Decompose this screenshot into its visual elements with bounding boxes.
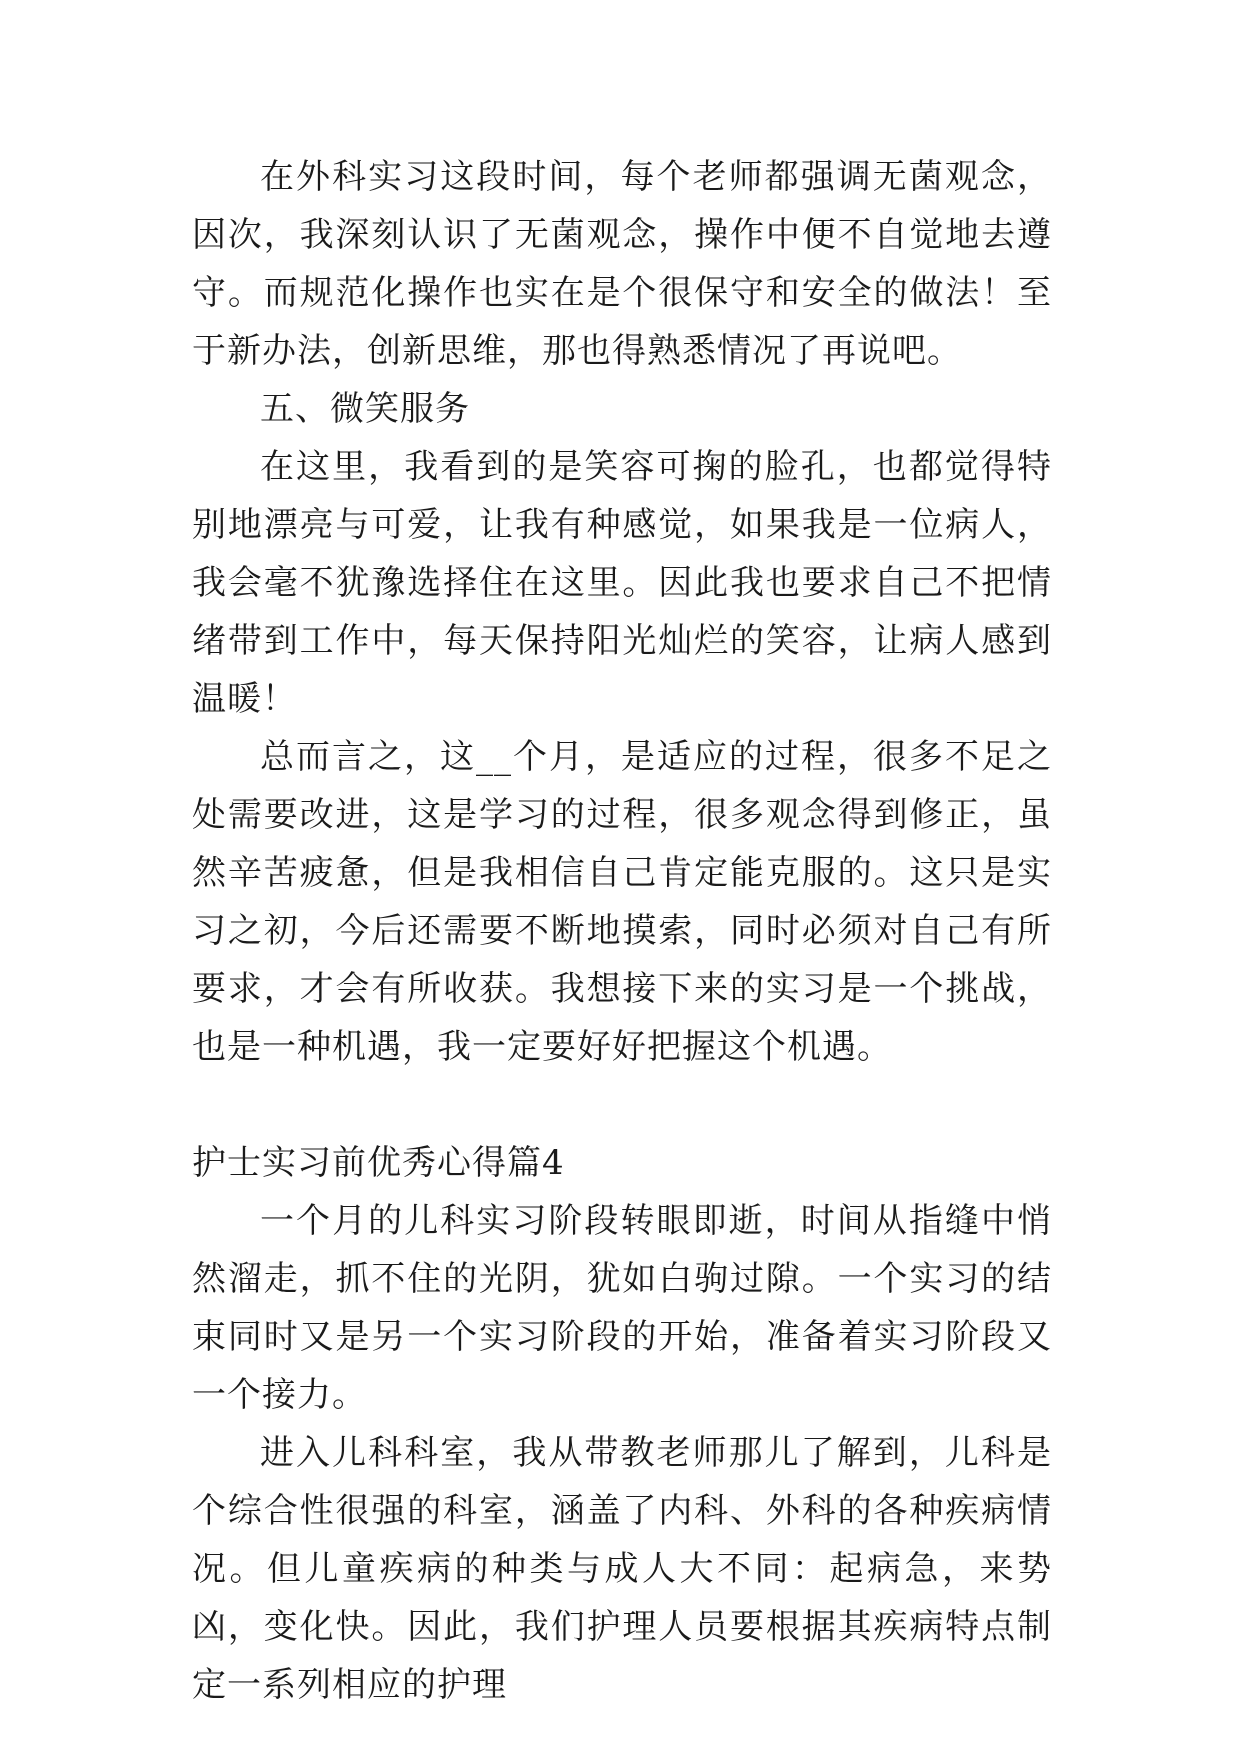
section-title: 护士实习前优秀心得篇4 <box>192 1143 565 1183</box>
paragraph-summary: 总而言之，这__个月，是适应的过程，很多不足之处需要改进，这是学习的过程，很多观念得到修正，虽然辛苦疲惫，但是我相信自己肯定能克服的。这只是实习之初，今后还需要不断地摸索，同时必须对自己有所要求，才会有所收获。我想接下来的实习是一个挑战，也是一种机遇，我一定要好好把握这个机遇。 <box>192 737 1052 1067</box>
document-page <box>192 148 1052 1714</box>
paragraph-pediatrics-department: 进入儿科科室，我从带教老师那儿了解到，儿科是个综合性很强的科室，涵盖了内科、外科的各种疾病情况。但儿童疾病的种类与成人大不同：起病急，来势凶，变化快。因此，我们护理人员要根据其疾病特点制定一系列相应的护理 <box>192 1433 1052 1705</box>
paragraph-smile-service: 在这里，我看到的是笑容可掬的脸孔，也都觉得特别地漂亮与可爱，让我有种感觉，如果我是一位病人，我会毫不犹豫选择住在这里。因此我也要求自己不把情绪带到工作中，每天保持阳光灿烂的笑容，让病人感到温暖！ <box>192 447 1052 719</box>
heading-smile-service: 五、微笑服务 <box>260 389 470 429</box>
paragraph-aseptic-concept: 在外科实习这段时间，每个老师都强调无菌观念，因次，我深刻认识了无菌观念，操作中便不自觉地去遵守。而规范化操作也实在是个很保守和安全的做法！至于新办法，创新思维，那也得熟悉情况了再说吧。 <box>192 157 1052 371</box>
paragraph-pediatrics-intro: 一个月的儿科实习阶段转眼即逝，时间从指缝中悄然溜走，抓不住的光阴，犹如白驹过隙。一个实习的结束同时又是另一个实习阶段的开始，准备着实习阶段又一个接力。 <box>192 1201 1052 1415</box>
